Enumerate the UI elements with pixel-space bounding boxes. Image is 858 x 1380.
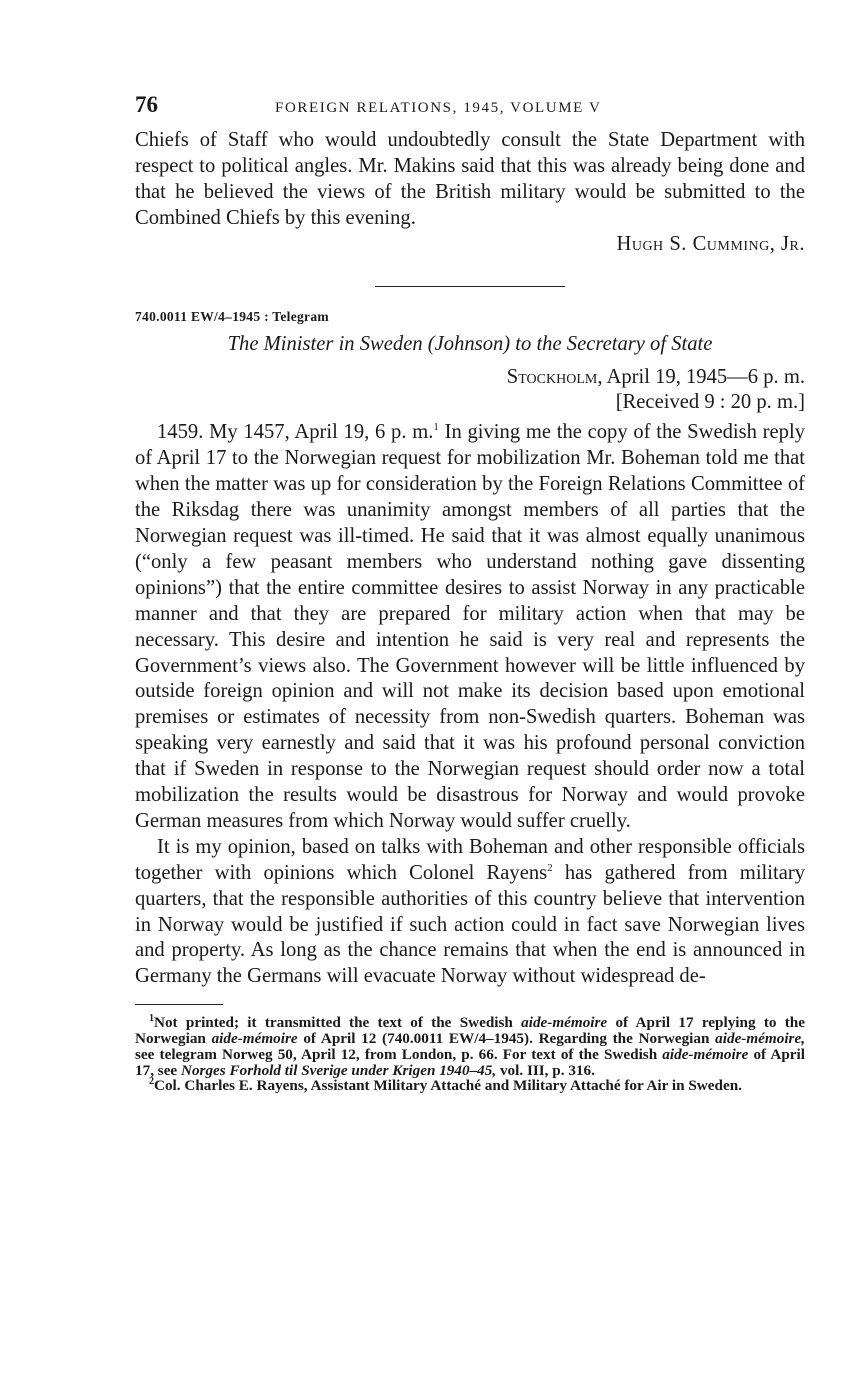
- footnote-1-text-d: see telegram Norweg 50, April 12, from London, p. 66. For text of the Swedish: [135, 1045, 663, 1063]
- footnote-1-text-e: of April 17, see: [135, 1045, 805, 1079]
- body-paragraph-1: [135, 420, 805, 835]
- dateline-place: Stockholm: [506, 365, 598, 388]
- section-divider: [375, 286, 565, 287]
- footnote-2-mark: 2: [149, 1076, 154, 1088]
- page-header: [135, 92, 805, 118]
- signature: Hugh S. Cumming, Jr.: [616, 232, 805, 255]
- footnote-1-italic-3: aide-mémoire,: [715, 1030, 805, 1048]
- dateline: [135, 365, 805, 417]
- footnote-1-text-f: vol. III, p. 316.: [496, 1061, 595, 1079]
- footnote-divider: [135, 1004, 223, 1005]
- footnote-1-italic-2: aide-mémoire: [211, 1030, 298, 1048]
- file-reference: 740.0011 EW/4–1945 : Telegram: [135, 308, 329, 324]
- footnote-2-text: Col. Charles E. Rayens, Assistant Military Attaché and Military Attaché for Air in Sweden.: [154, 1077, 742, 1095]
- footnote-ref-1[interactable]: 1: [433, 421, 439, 434]
- body-p2-rest: has gathered from military quarters, that the responsible authorities of this country believe that intervention in Norway would be justified if such action could in fact save Norwegian lives and property. As long as the chance remains that when the end is announced in Germany the Germans will evacuate Norway without widespread de-: [135, 861, 805, 988]
- footnote-1-italic-1: aide-mémoire: [521, 1014, 608, 1032]
- body-paragraph-2: [135, 835, 805, 990]
- footnote-1-text-a: Not printed; it transmitted the text of the Swedish: [154, 1014, 522, 1032]
- running-title: FOREIGN RELATIONS, 1945, VOLUME V: [275, 100, 602, 116]
- footnote-2: [135, 1078, 805, 1094]
- page-number: 76: [135, 92, 158, 117]
- body-p1-rest: In giving me the copy of the Swedish reply of April 17 to the Norwegian request for mobilization Mr. Boheman told me that when the matter was up for consideration by the Foreign Relations Committee of the Riksdag there was unanimity amongst members of all parties that the Norwegian request was ill-timed. He said that it was almost equally unanimous (“only a few peasant members who understand nothing gave dissenting opinions”) that the entire committee desires to assist Norway in any practicable manner and that they are prepared for military action when that may be necessary. This desire and intention he said is very real and represents the Government’s views also. The Government however will be little influenced by outside foreign opinion and will not make its decision based upon emotional premises or estimates of necessity from non-Swedish quarters. Boheman was speaking very earnestly and said that it was his profound personal conviction that if Sweden in response to the Norwegian request should order now a total mobilization the results would be disastrous for Norway and would provoke German measures from which Norway would suffer cruelly.: [135, 421, 805, 832]
- footnote-1-mark: 1: [149, 1013, 154, 1025]
- footnote-1-italic-5: Norges Forhold til Sverige under Krigen 1940–45,: [180, 1061, 497, 1079]
- footnote-1-text-b: of April 17 replying to the Norwegian: [135, 1014, 805, 1048]
- document-page: [135, 92, 805, 1094]
- footnote-1-italic-4: aide-mémoire: [662, 1045, 749, 1063]
- body-p2-start: It is my opinion, based on talks with Boheman and other responsible officials together with opinions which Colonel Rayens: [135, 835, 805, 884]
- footnote-ref-2[interactable]: 2: [547, 861, 553, 874]
- footnote-1: [135, 1015, 805, 1078]
- document-title: The Minister in Sweden (Johnson) to the Secretary of State: [227, 332, 713, 355]
- dateline-received: [Received 9 : 20 p. m.]: [615, 391, 805, 414]
- continued-paragraph: Chiefs of Staff who would undoubtedly consult the State Department with respect to political angles. Mr. Makins said that this was already being done and that he believed the views of the British military would be submitted to the Combined Chiefs by this evening.: [135, 129, 805, 229]
- body-p1-start: 1459. My 1457, April 19, 6 p. m.: [157, 421, 434, 444]
- dateline-date: , April 19, 1945—6 p. m.: [597, 365, 805, 388]
- footnote-1-text-c: of April 12 (740.0011 EW/4–1945). Regarding the Norwegian: [297, 1030, 716, 1048]
